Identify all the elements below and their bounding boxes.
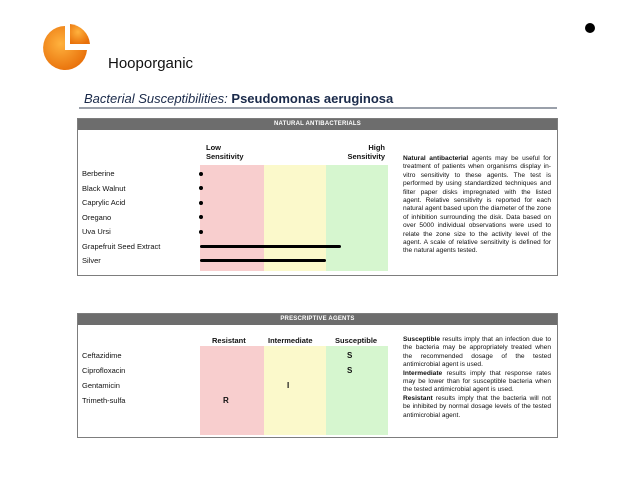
natural-antibacterials-panel: [77, 118, 558, 276]
prescriptive-agents-panel: [77, 313, 558, 438]
desc-intermediate: [403, 370, 551, 395]
prescriptive-description: [403, 336, 551, 420]
natural-agent-name: Oregano: [82, 212, 112, 222]
mid-sensitivity-zone: [264, 165, 326, 271]
susceptibility-result: I: [287, 381, 290, 390]
bullet-dot: [585, 23, 595, 33]
sensitivity-marker: [199, 230, 203, 234]
desc-susceptible: [403, 336, 551, 370]
report-title-lead: Bacterial Susceptibilities:: [84, 91, 232, 106]
sensitivity-marker: [199, 201, 203, 205]
natural-panel-header: NATURAL ANTIBACTERIALS: [78, 119, 557, 130]
prescriptive-panel-header: PRESCRIPTIVE AGENTS: [78, 314, 557, 325]
prescriptive-agent-name: Gentamicin: [82, 381, 120, 390]
natural-agent-name: Caprylic Acid: [82, 198, 126, 207]
desc-intermediate-text: results imply that response rates may be lower than for susceptible bacteria when the tested antimicrobial agent is used.: [403, 369, 551, 394]
desc-intermediate-bold: Intermediate: [403, 369, 443, 377]
low-label-line1: Low: [206, 143, 221, 152]
prescriptive-agent-name: Ceftazidime: [82, 351, 122, 360]
report-organism: Pseudomonas aeruginosa: [231, 91, 394, 106]
desc-resistant-bold: Resistant: [403, 394, 433, 402]
report-title: [84, 91, 393, 106]
natural-agent-name: Black Walnut: [82, 183, 126, 193]
desc-resistant-text: results imply that the bacteria will not be inhibited by normal dosage levels of the tested antimicrobial agent.: [403, 394, 551, 419]
sensitivity-marker: [199, 215, 203, 219]
desc-resistant: [403, 395, 551, 420]
sensitivity-bar: [200, 245, 341, 248]
intermediate-zone: [264, 346, 326, 435]
natural-desc-bold: Natural antibacterial: [403, 155, 469, 162]
natural-description: [403, 155, 551, 256]
sensitivity-bar: [200, 259, 326, 262]
col-susceptible: Susceptible: [335, 336, 378, 345]
desc-susceptible-bold: Susceptible: [403, 336, 441, 343]
sensitivity-marker: [199, 186, 203, 190]
high-sensitivity-label: [340, 143, 385, 161]
desc-susceptible-text: results imply that an infection due to the bacteria may be appropriately treated when the recommended dosage of the tested antimicrobial agent is used.: [403, 336, 551, 369]
resistant-zone: [200, 346, 264, 435]
orange-logo-icon: [38, 22, 98, 72]
brand-name: Hooporganic: [108, 55, 194, 72]
low-sensitivity-zone: [200, 165, 264, 271]
natural-agent-name: Berberine: [82, 169, 115, 178]
natural-agent-name: Uva Ursi: [82, 227, 111, 236]
susceptibility-result: R: [223, 396, 229, 405]
susceptibility-result: S: [347, 366, 353, 375]
title-divider: [79, 107, 557, 109]
low-label-line2: Sensitivity: [206, 152, 244, 161]
low-sensitivity-label: [206, 143, 244, 161]
natural-agent-name: Silver: [82, 256, 101, 265]
sensitivity-marker: [199, 172, 203, 176]
high-sensitivity-zone: [326, 165, 388, 271]
high-label-line2: Sensitivity: [347, 152, 385, 161]
col-resistant: Resistant: [212, 336, 246, 345]
natural-desc-text: agents may be useful for treatment of patients when organisms display in-vitro sensitivity to these agents. The test is performed by using standardized techniques and filter paper disks impregnated with the listed agent. Relative sensitivity is reported for each natural agent based upon the diameter of the zone of inhibition surrounding the disk. Data based on over 5000 individual observations were used to relate the zone size to the activity level of the agent. A scale of relative sensitivity is defined for the natural agents tested.: [403, 155, 551, 255]
susceptibility-result: S: [347, 351, 353, 360]
susceptible-zone: [326, 346, 388, 435]
prescriptive-agent-name: Ciprofloxacin: [82, 366, 126, 375]
natural-agent-name: Grapefruit Seed Extract: [82, 241, 161, 251]
col-intermediate: Intermediate: [268, 336, 313, 345]
high-label-line1: High: [368, 143, 385, 152]
prescriptive-agent-name: Trimeth-sulfa: [82, 396, 126, 405]
